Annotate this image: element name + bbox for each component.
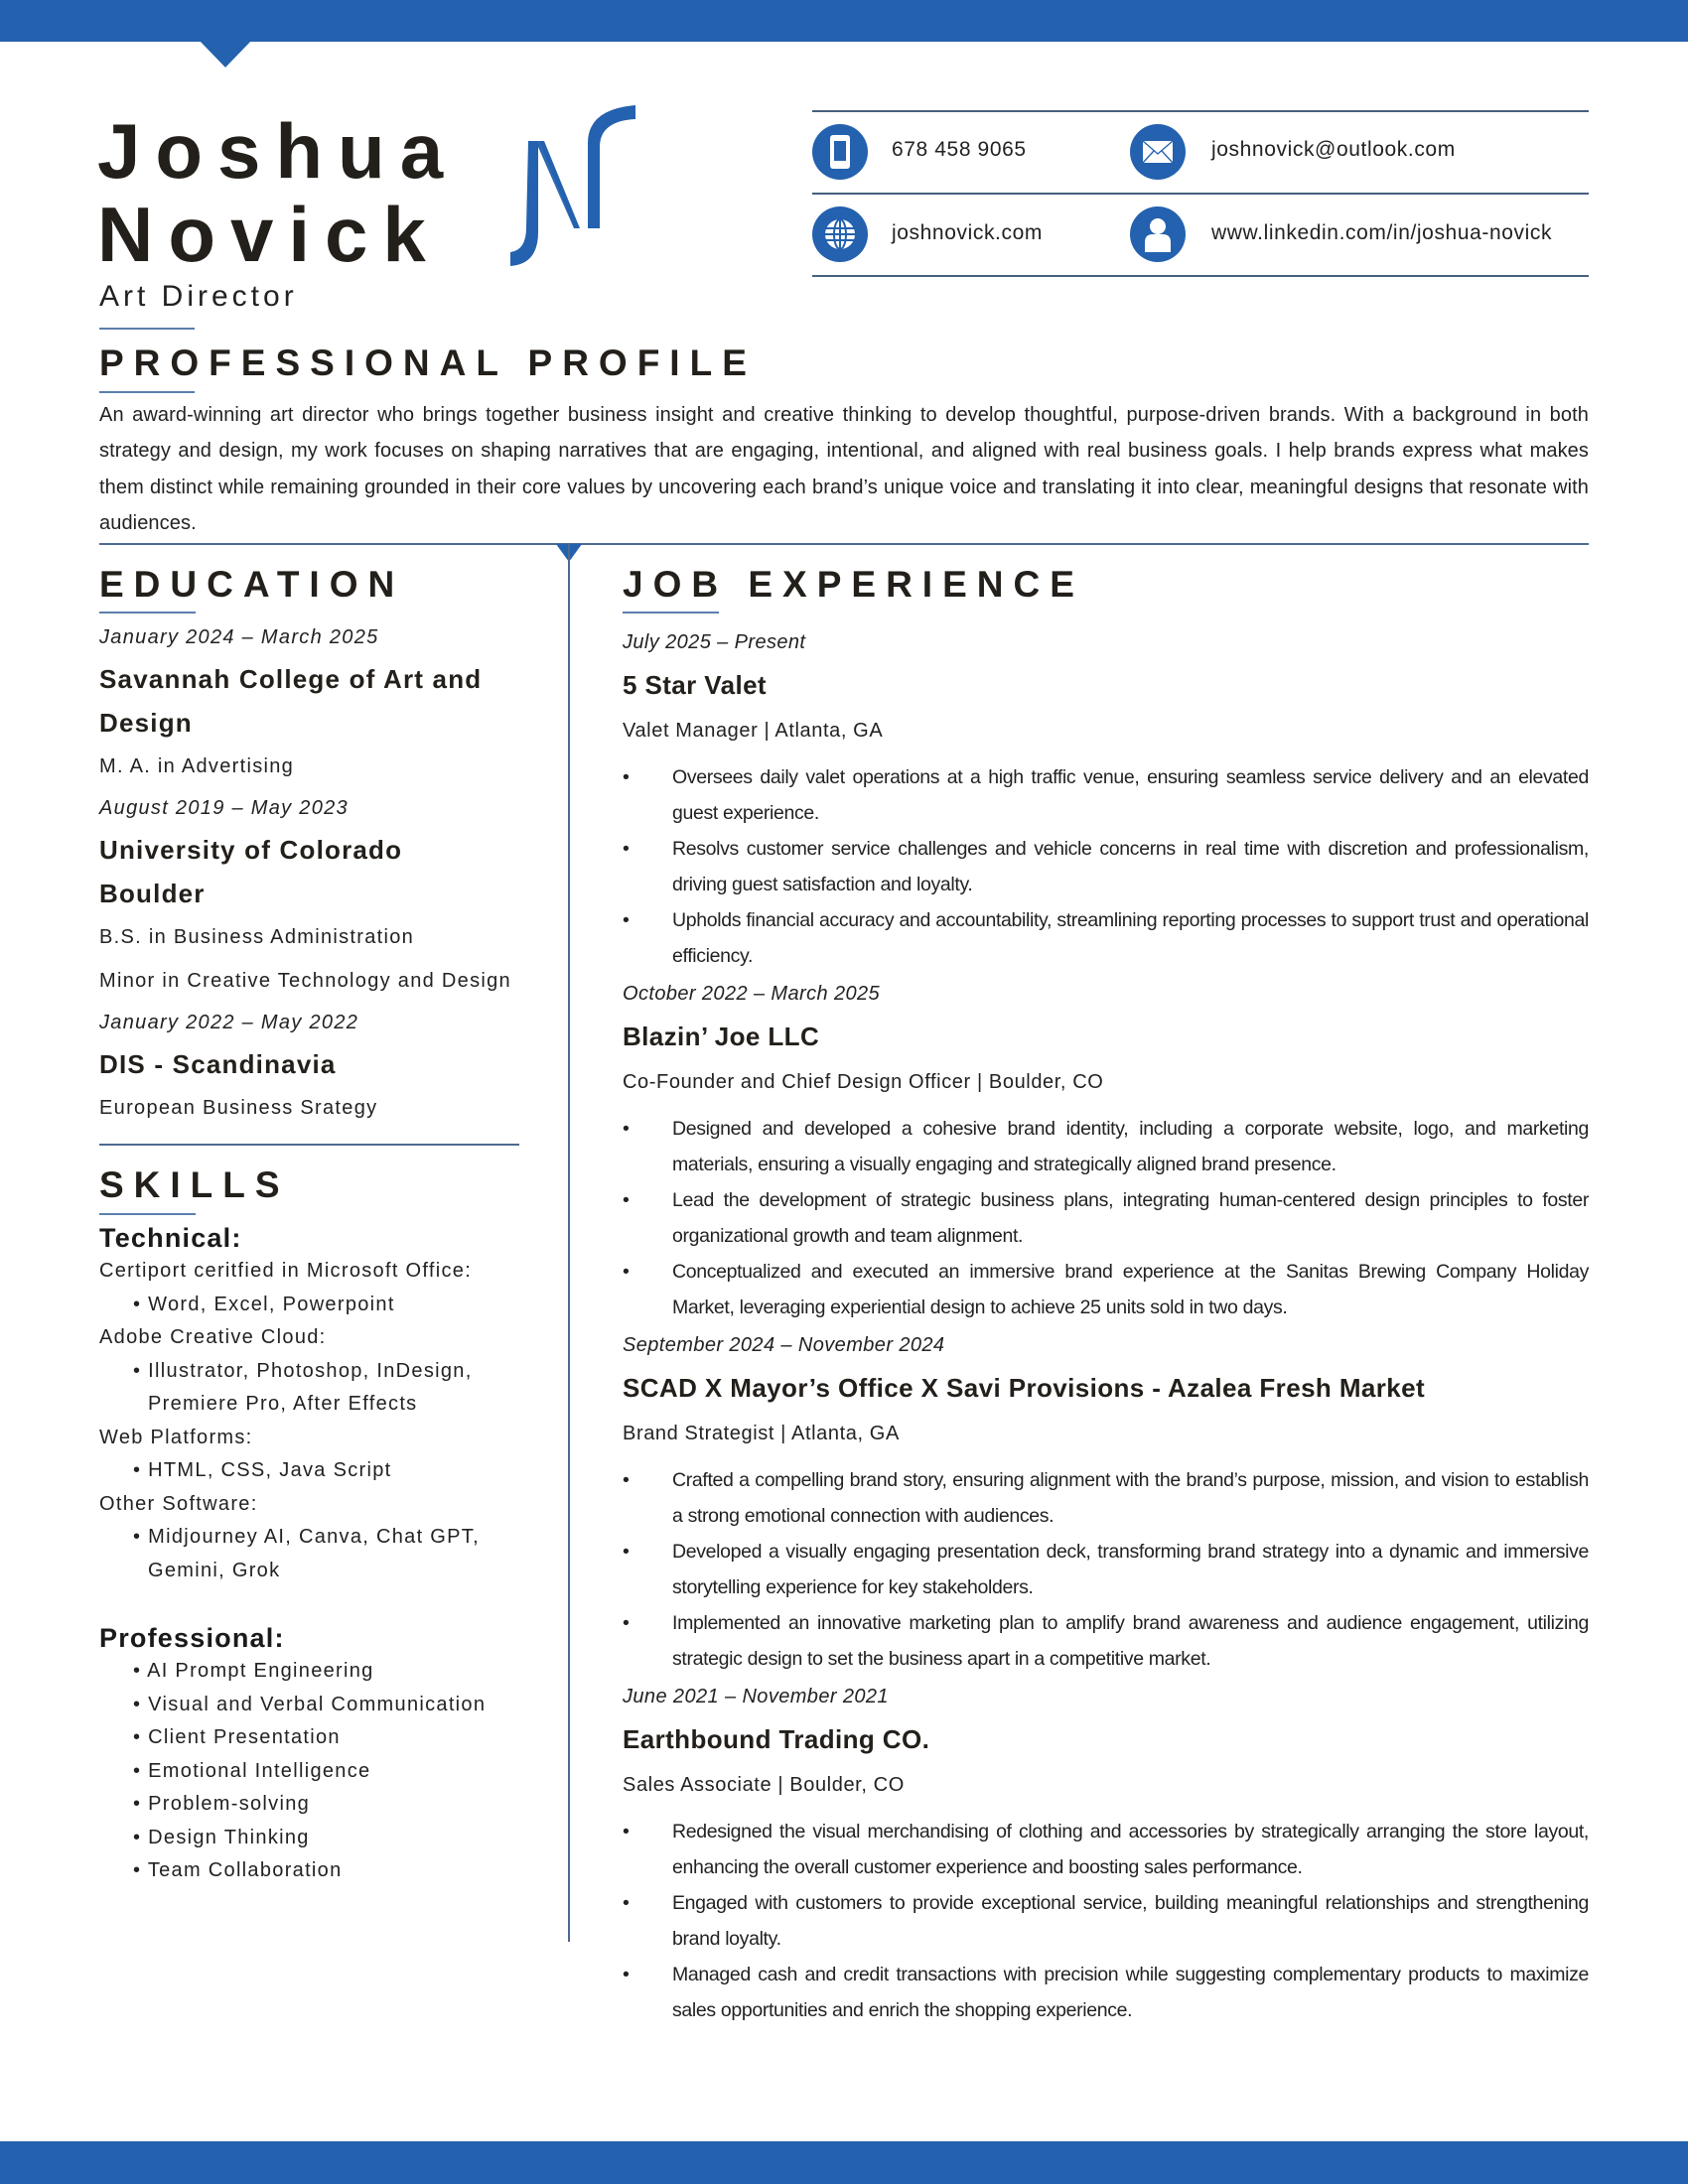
skill-item <box>99 1822 536 1855</box>
bullet: • <box>133 1526 142 1548</box>
bullet-text: Conceptualized and executed an immersive brand experience at the Sanitas Brewing Company Holiday Market, leveraging experiential design to achieve 25 units sold in two days. <box>672 1261 1589 1318</box>
person-icon <box>1130 206 1186 262</box>
bullet: • <box>623 1118 630 1140</box>
skill-item <box>99 1788 536 1822</box>
education-dates: January 2022 – May 2022 <box>99 1012 359 1033</box>
technical-label: Technical: <box>99 1223 242 1253</box>
company-name: 5 Star Valet <box>623 670 767 700</box>
job-bullet <box>623 902 1589 974</box>
skill-item: HTML, CSS, Java Script <box>148 1459 392 1481</box>
bullet-text: Managed cash and credit transactions with precision while suggesting complementary products to maximize sales opportunities and enrich the shopping experience. <box>672 1964 1589 2021</box>
bullet: • <box>133 1726 142 1748</box>
job-entry <box>623 622 1589 974</box>
job-dates: October 2022 – March 2025 <box>623 983 881 1005</box>
education-entry <box>99 617 536 788</box>
school-name: Savannah College of Art and Design <box>99 664 483 738</box>
school-name: University of Colorado Boulder <box>99 835 403 908</box>
column-divider <box>568 544 570 1942</box>
skill-group: Other Software: <box>99 1492 258 1515</box>
job-role: Valet Manager | Atlanta, GA <box>623 720 884 742</box>
job-bullet <box>623 1534 1589 1605</box>
bullet: • <box>133 1459 142 1481</box>
bullet: • <box>133 1826 142 1848</box>
experience-underline <box>623 612 719 614</box>
last-name: Novick <box>97 191 441 278</box>
job-bullet <box>623 1254 1589 1325</box>
education-underline <box>99 612 196 614</box>
bullet: • <box>623 1612 630 1634</box>
bullet: • <box>133 1660 142 1682</box>
company-name: Earthbound Trading CO. <box>623 1724 930 1754</box>
phone-number[interactable]: 678 458 9065 <box>892 138 1027 161</box>
linkedin-link[interactable]: www.linkedin.com/in/joshua-novick <box>1211 221 1553 244</box>
bullet-text: Crafted a compelling brand story, ensuring alignment with the brand’s purpose, mission, and vision to establish a strong emotional connection with audiences. <box>672 1469 1589 1527</box>
job-role: Co-Founder and Chief Design Officer | Boulder, CO <box>623 1071 1104 1093</box>
degree: European Business Srategy <box>99 1097 378 1119</box>
first-name: Joshua <box>97 107 459 195</box>
bullet: • <box>133 1359 142 1382</box>
education-heading: EDUCATION <box>99 564 405 605</box>
skill-items <box>99 1454 536 1488</box>
skill-item <box>99 1854 536 1888</box>
bullet: • <box>623 1189 630 1211</box>
globe-icon <box>812 206 868 262</box>
education-entry <box>99 788 536 1003</box>
job-bullets <box>623 1111 1589 1325</box>
bullet-text: Implemented an innovative marketing plan to amplify brand awareness and audience engagement, utilizing strategic design to set the business apart in a competitive market. <box>672 1612 1589 1670</box>
job-bullet <box>623 831 1589 902</box>
bullet: • <box>133 1293 142 1315</box>
skill-item: Illustrator, Photoshop, InDesign, <box>148 1359 473 1382</box>
profile-text: An award-winning art director who brings together business insight and creative thinking to develop thoughtful, purpose-driven brands. With a background in both strategy and design, my work focuses on shaping narratives that are engaging, intentional, and aligned with real business goals. I help brands express what makes them distinct while remaining grounded in their core values by uncovering each brand’s unique voice and translating it into clear, meaningful designs that resonate with audiences. <box>99 404 1589 534</box>
skill-text: Design Thinking <box>148 1826 310 1848</box>
job-dates: September 2024 – November 2024 <box>623 1334 945 1356</box>
profile-underline <box>99 391 195 393</box>
contact-divider <box>812 275 1589 277</box>
skill-items <box>99 1355 536 1422</box>
skill-item: Midjourney AI, Canva, Chat GPT, <box>148 1526 480 1548</box>
degree: M. A. in Advertising <box>99 755 295 777</box>
bullet: • <box>623 909 630 931</box>
job-title: Art Director <box>99 280 298 313</box>
skill-group: Web Platforms: <box>99 1426 253 1448</box>
skill-item <box>99 1655 536 1689</box>
skill-item: Gemini, Grok <box>148 1559 281 1581</box>
experience-heading: JOB EXPERIENCE <box>623 564 1084 605</box>
bullet: • <box>623 1892 630 1914</box>
education-entry <box>99 1003 536 1130</box>
job-role: Brand Strategist | Atlanta, GA <box>623 1423 900 1444</box>
skill-item: Premiere Pro, After Effects <box>148 1393 418 1415</box>
education-list <box>99 617 536 1130</box>
bullet: • <box>133 1693 142 1715</box>
banner-pointer <box>199 40 252 68</box>
school-name: DIS - Scandinavia <box>99 1049 337 1079</box>
skill-group: Certiport ceritfied in Microsoft Office: <box>99 1260 473 1282</box>
bullet: • <box>133 1793 142 1815</box>
website-link[interactable]: joshnovick.com <box>892 221 1043 244</box>
bullet: • <box>623 766 630 788</box>
job-bullet <box>623 759 1589 831</box>
skills-heading: SKILLS <box>99 1164 290 1205</box>
bullet: • <box>623 838 630 860</box>
education-dates: August 2019 – May 2023 <box>99 797 349 819</box>
jn-logo <box>508 103 639 270</box>
job-bullet <box>623 1462 1589 1534</box>
job-bullet <box>623 1605 1589 1677</box>
skills-list <box>99 1221 536 1888</box>
bottom-banner <box>0 2141 1688 2184</box>
contact-divider <box>812 110 1589 112</box>
bullet-text: Lead the development of strategic business plans, integrating human-centered design principles to foster organizational growth and team alignment. <box>672 1189 1589 1247</box>
skill-text: Client Presentation <box>148 1726 341 1748</box>
skill-text: Problem-solving <box>148 1793 311 1815</box>
skill-text: AI Prompt Engineering <box>147 1660 374 1682</box>
bullet: • <box>623 1541 630 1563</box>
skill-text: Visual and Verbal Communication <box>148 1693 487 1715</box>
bullet: • <box>623 1964 630 1985</box>
job-bullets <box>623 759 1589 974</box>
company-name: Blazin’ Joe LLC <box>623 1022 820 1051</box>
contact-divider <box>812 193 1589 195</box>
skill-item: Word, Excel, Powerpoint <box>148 1293 395 1315</box>
skill-items <box>99 1289 536 1322</box>
skill-item <box>99 1689 536 1722</box>
bullet-text: Oversees daily valet operations at a high traffic venue, ensuring seamless service delivery and an elevated guest experience. <box>672 766 1589 824</box>
skill-text: Emotional Intelligence <box>148 1759 371 1782</box>
envelope-icon <box>1130 124 1186 180</box>
section-divider <box>99 543 1589 545</box>
job-bullets <box>623 1814 1589 2028</box>
degree: Minor in Creative Technology and Design <box>99 970 511 992</box>
phone-icon <box>812 124 868 180</box>
job-bullets <box>623 1462 1589 1677</box>
company-name: SCAD X Mayor’s Office X Savi Provisions - Azalea Fresh Market <box>623 1373 1426 1403</box>
bullet-text: Upholds financial accuracy and accountability, streamlining reporting processes to support trust and operational efficiency. <box>672 909 1589 967</box>
bullet: • <box>623 1469 630 1491</box>
skill-item <box>99 1721 536 1755</box>
job-dates: June 2021 – November 2021 <box>623 1686 889 1707</box>
degree: B.S. in Business Administration <box>99 926 415 948</box>
bullet: • <box>133 1759 142 1782</box>
job-bullet <box>623 1814 1589 1885</box>
skills-underline <box>99 1213 196 1215</box>
bullet: • <box>623 1261 630 1283</box>
email-link[interactable]: joshnovick@outlook.com <box>1211 138 1456 161</box>
skill-items <box>99 1521 536 1587</box>
job-bullet <box>623 1111 1589 1182</box>
job-list <box>623 622 1589 2028</box>
bullet-text: Designed and developed a cohesive brand identity, including a corporate website, logo, and marketing materials, ensuring a visually engaging and strategically aligned brand presence. <box>672 1118 1589 1175</box>
job-dates: July 2025 – Present <box>623 631 806 653</box>
bullet-text: Redesigned the visual merchandising of clothing and accessories by strategically arranging the store layout, enhancing the overall customer experience and boosting sales performance. <box>672 1821 1589 1878</box>
job-bullet <box>623 1885 1589 1957</box>
bullet-text: Developed a visually engaging presentation deck, transforming brand strategy into a dynamic and immersive storytelling experience for key stakeholders. <box>672 1541 1589 1598</box>
job-entry <box>623 1677 1589 2028</box>
skill-item <box>99 1755 536 1789</box>
top-banner <box>0 0 1688 42</box>
job-bullet <box>623 1957 1589 2028</box>
education-dates: January 2024 – March 2025 <box>99 626 379 648</box>
job-bullet <box>623 1182 1589 1254</box>
bullet: • <box>133 1859 142 1881</box>
skill-text: Team Collaboration <box>147 1859 343 1881</box>
profile-heading: PROFESSIONAL PROFILE <box>99 342 757 383</box>
bullet: • <box>623 1821 630 1843</box>
bullet-text: Resolvs customer service challenges and vehicle concerns in real time with discretion and professionalism, driving guest satisfaction and loyalty. <box>672 838 1589 895</box>
title-underline <box>99 328 195 330</box>
job-entry <box>623 1325 1589 1677</box>
job-entry <box>623 974 1589 1325</box>
education-divider <box>99 1144 519 1146</box>
bullet-text: Engaged with customers to provide exceptional service, building meaningful relationships and strengthening brand loyalty. <box>672 1892 1589 1950</box>
professional-label: Professional: <box>99 1623 285 1653</box>
job-role: Sales Associate | Boulder, CO <box>623 1774 905 1796</box>
skill-group: Adobe Creative Cloud: <box>99 1326 327 1348</box>
